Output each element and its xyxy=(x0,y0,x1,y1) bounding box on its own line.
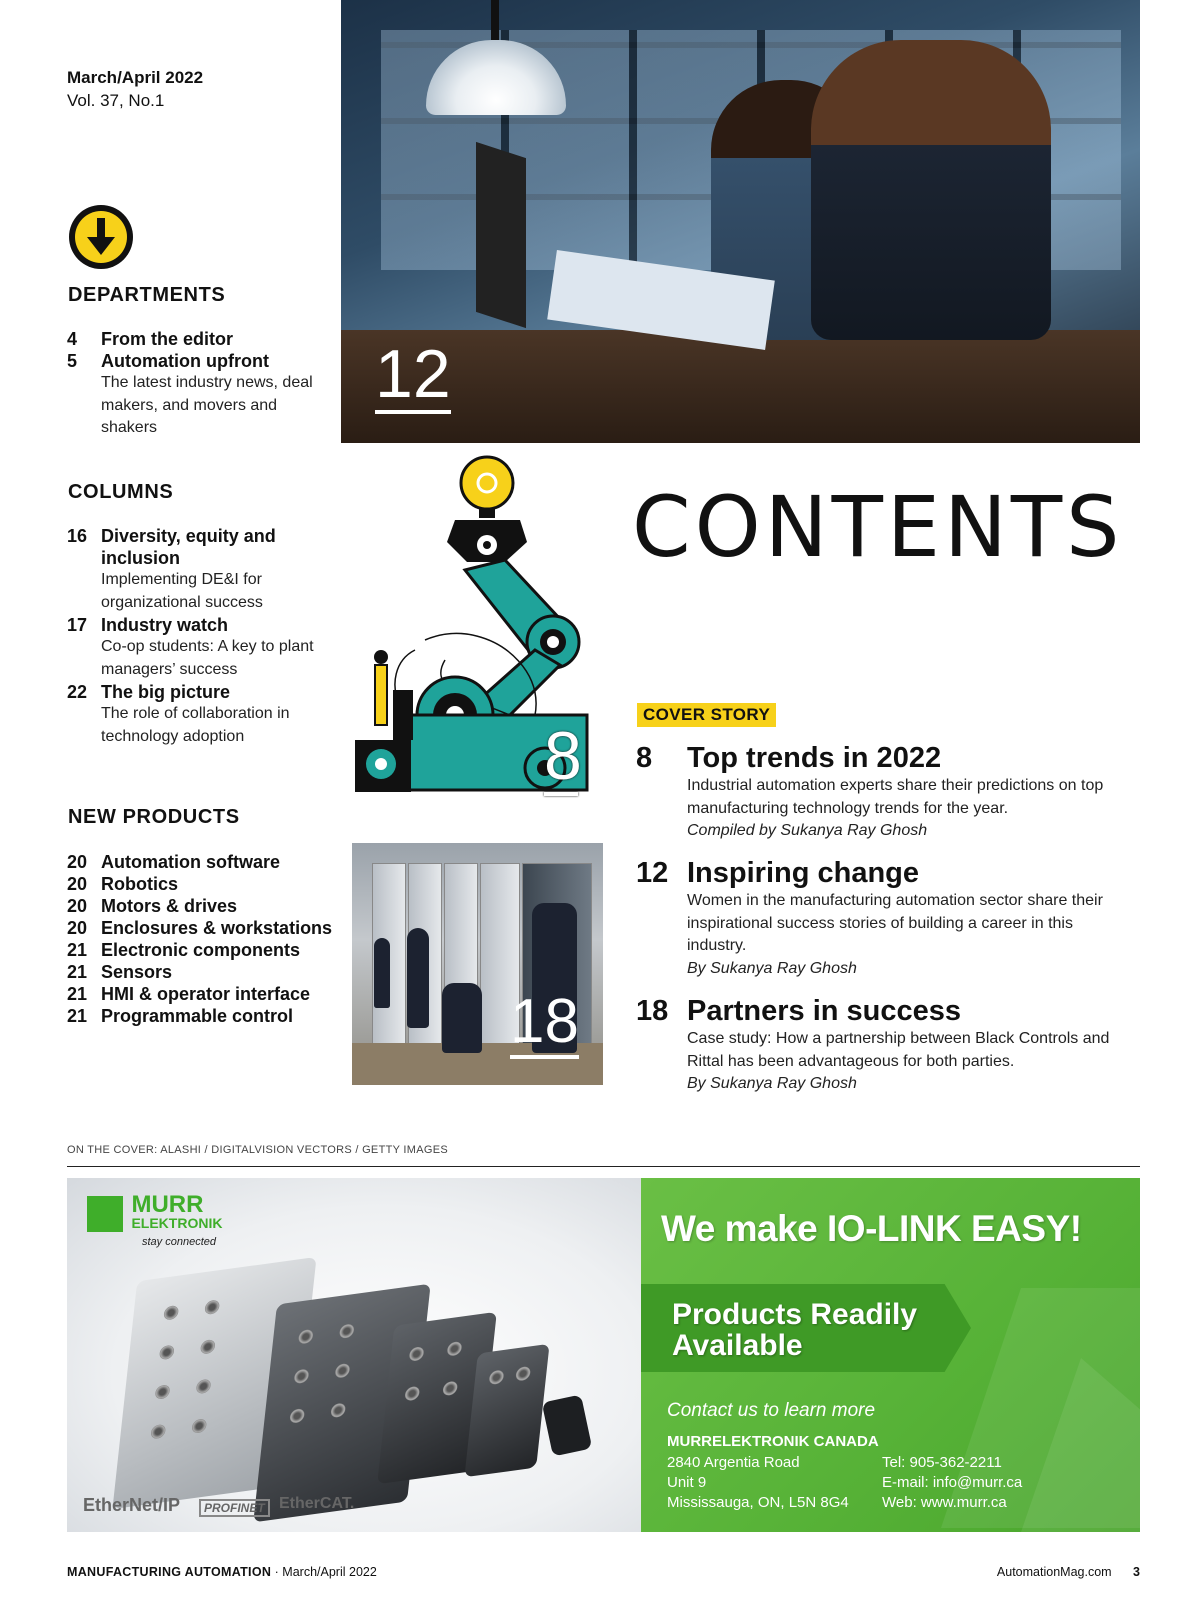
ad-contact-line: Contact us to learn more xyxy=(667,1400,876,1421)
feature-photo-factory-workers[interactable] xyxy=(352,843,603,1085)
toc-description: The role of collaboration in technology adoption xyxy=(101,705,290,745)
story-byline: By Sukanya Ray Ghosh xyxy=(687,1075,857,1092)
person-right xyxy=(811,40,1051,340)
page-number: 20 xyxy=(67,874,88,894)
story-title: Top trends in 2022 xyxy=(687,742,942,774)
story-heading xyxy=(636,857,1116,890)
story-byline: Compiled by Sukanya Ray Ghosh xyxy=(687,822,928,839)
story-page-number: 12 xyxy=(636,857,669,889)
murr-logo-text xyxy=(131,1191,223,1232)
toc-title: From the editor xyxy=(101,329,234,349)
murrelektronik-advertisement[interactable] xyxy=(67,1178,1140,1532)
footer-right xyxy=(997,1565,1140,1579)
footer-website[interactable]: AutomationMag.com xyxy=(996,1565,1112,1579)
image-number-text: 8 xyxy=(544,718,582,794)
ethercat-logo: EtherCAT. xyxy=(279,1495,355,1512)
toc-title: Automation upfront xyxy=(101,351,269,371)
ad-info-panel xyxy=(641,1178,1140,1532)
departments-heading: DEPARTMENTS xyxy=(68,284,226,306)
murr-logo xyxy=(87,1191,223,1248)
ad-email[interactable]: E-mail: info@murr.ca xyxy=(882,1474,1023,1491)
image-number-text: 18 xyxy=(510,987,579,1056)
new-products-heading: NEW PRODUCTS xyxy=(68,806,240,828)
io-module-small xyxy=(464,1344,549,1478)
monitor xyxy=(476,142,526,328)
desk xyxy=(341,330,1140,443)
story-title: Inspiring change xyxy=(687,857,920,889)
issue-volume: Vol. 37, No.1 xyxy=(67,91,165,110)
image-page-number xyxy=(375,336,451,414)
ad-company-name: MURRELEKTRONIK CANADA xyxy=(667,1433,879,1450)
ad-phone[interactable]: Tel: 905-362-2211 xyxy=(882,1454,1002,1471)
profinet-logo: PROFINET xyxy=(199,1499,270,1517)
lamp-cord xyxy=(491,0,499,45)
logo-line2: ELEKTRONIK xyxy=(131,1215,223,1231)
page-number: 4 xyxy=(67,329,78,349)
toc-title: Sensors xyxy=(101,962,173,982)
page-number: 20 xyxy=(67,896,88,916)
page-number: 22 xyxy=(67,682,88,702)
toc-item[interactable] xyxy=(67,1005,347,1027)
toc-item[interactable] xyxy=(67,873,347,895)
image-number-text: 12 xyxy=(375,336,451,412)
page-number: 21 xyxy=(67,962,88,982)
ethernet-ip-logo: EtherNet/IP xyxy=(83,1495,181,1515)
toc-title: HMI & operator interface xyxy=(101,984,311,1004)
worker xyxy=(374,938,390,1008)
page-number-footer: 3 xyxy=(1133,1565,1140,1579)
page-number: 20 xyxy=(67,852,88,872)
toc-item[interactable] xyxy=(67,983,347,1005)
image-page-number xyxy=(544,718,582,796)
issue-date: March/April 2022 xyxy=(67,68,204,87)
columns-list xyxy=(67,525,337,748)
toc-item[interactable] xyxy=(67,525,337,569)
page-number: 21 xyxy=(67,1006,88,1026)
toc-description: Implementing DE&I for organizational success xyxy=(101,571,263,611)
logo-line1: MURR xyxy=(131,1191,204,1218)
worker xyxy=(442,983,482,1053)
address-line: Mississauga, ON, L5N 8G4 xyxy=(667,1494,849,1511)
new-products-list xyxy=(67,851,347,1027)
toc-item[interactable] xyxy=(67,939,347,961)
toc-item[interactable] xyxy=(67,961,347,983)
issue-info xyxy=(67,66,203,112)
story-description: Women in the manufacturing automation sector share their inspirational success stories of building a career in this industry. xyxy=(687,892,1103,954)
cover-story-item[interactable] xyxy=(636,742,1116,843)
toc-item[interactable] xyxy=(67,328,337,350)
story-heading xyxy=(636,995,1116,1028)
toc-title: Programmable control xyxy=(101,1006,294,1026)
page-number: 21 xyxy=(67,984,88,1004)
toc-item[interactable] xyxy=(67,895,347,917)
toc-item[interactable] xyxy=(67,350,337,372)
toc-title: Robotics xyxy=(101,874,179,894)
image-page-number xyxy=(510,987,579,1059)
story-description: Industrial automation experts share their predictions on top manufacturing technology trends for the year. xyxy=(687,777,1104,817)
toc-title: Industry watch xyxy=(101,615,229,635)
story-item[interactable] xyxy=(636,857,1116,980)
toc-item[interactable] xyxy=(67,917,347,939)
cover-credit: ON THE COVER: ALASHI / DIGITALVISION VECTORS / GETTY IMAGES xyxy=(67,1144,448,1156)
story-byline: By Sukanya Ray Ghosh xyxy=(687,959,857,977)
story-heading xyxy=(636,742,1116,775)
toc-title: Diversity, equity and inclusion xyxy=(101,526,276,568)
ad-banner-text: Products Readily Available xyxy=(672,1298,918,1362)
io-link-connector xyxy=(542,1394,593,1456)
ad-product-panel xyxy=(67,1178,641,1532)
murr-logo-mark xyxy=(87,1196,123,1232)
footer-publication xyxy=(67,1565,377,1579)
toc-title: The big picture xyxy=(101,682,231,702)
toc-item[interactable] xyxy=(67,851,347,873)
footer-issue: · March/April 2022 xyxy=(274,1565,377,1579)
page-title: CONTENTS xyxy=(632,478,1124,576)
worker xyxy=(407,928,429,1028)
address-line: 2840 Argentia Road xyxy=(667,1454,800,1471)
story-item[interactable] xyxy=(636,995,1116,1096)
page-number: 5 xyxy=(67,351,78,371)
ad-website[interactable]: Web: www.murr.ca xyxy=(882,1494,1007,1511)
feature-photo-women-engineers[interactable] xyxy=(341,0,1140,443)
story-title: Partners in success xyxy=(687,995,962,1027)
toc-title: Enclosures & workstations xyxy=(101,918,333,938)
toc-title: Automation software xyxy=(101,852,281,872)
toc-description: Co-op students: A key to plant managers’ success xyxy=(101,638,314,678)
page-number: 16 xyxy=(67,526,88,546)
ad-contact-details xyxy=(882,1453,1022,1513)
publication-name: MANUFACTURING AUTOMATION xyxy=(67,1565,272,1579)
toc-title: Electronic components xyxy=(101,940,301,960)
toc-item[interactable] xyxy=(67,614,337,636)
page-number: 20 xyxy=(67,918,88,938)
columns-heading: COLUMNS xyxy=(68,481,174,503)
toc-title: Motors & drives xyxy=(101,896,238,916)
cover-story-badge: COVER STORY xyxy=(637,703,776,727)
down-arrow-icon xyxy=(67,203,135,271)
page-number: 21 xyxy=(67,940,88,960)
page-number: 17 xyxy=(67,615,88,635)
story-description: Case study: How a partnership between Black Controls and Rittal has been advantageous for both parties. xyxy=(687,1030,1110,1070)
ad-headline: We make IO-LINK EASY! xyxy=(661,1208,1082,1249)
divider xyxy=(67,1166,1140,1167)
ad-address xyxy=(667,1453,849,1513)
story-page-number: 18 xyxy=(636,995,669,1027)
address-line: Unit 9 xyxy=(667,1474,707,1491)
toc-description: The latest industry news, deal makers, and movers and shakers xyxy=(101,374,313,436)
toc-item[interactable] xyxy=(67,681,337,703)
departments-list xyxy=(67,328,337,440)
logo-tagline: stay connected xyxy=(142,1236,216,1248)
story-page-number: 8 xyxy=(636,742,653,774)
